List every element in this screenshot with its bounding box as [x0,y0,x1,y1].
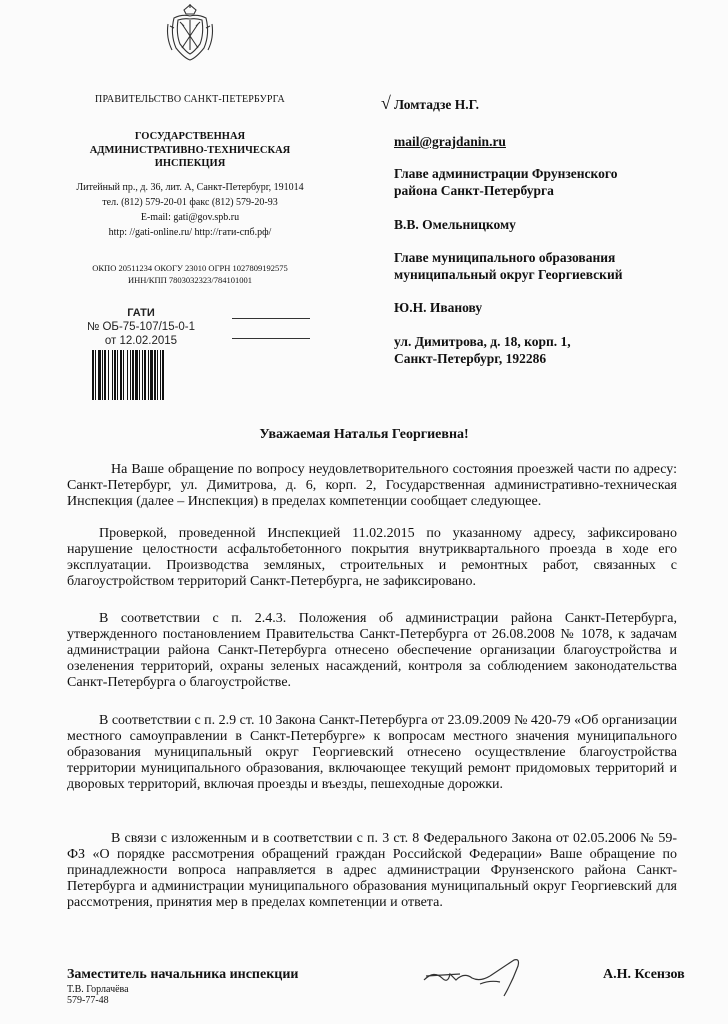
barcode-bar [123,350,124,400]
barcode-bar [154,350,156,400]
org-line: АДМИНИСТРАТИВНО-ТЕХНИЧЕСКАЯ [89,144,291,156]
codes-line: ОКПО 20511234 ОКОГУ 23010 ОГРН 1027809192575 [92,263,288,273]
stamp-date: от 12.02.2015 [104,335,178,347]
recipient-name: В.В. Омельницкому [394,217,516,232]
recipient-name: Ломтадзе Н.Г. [394,97,480,112]
barcode-bar [114,350,116,400]
executor-name: Т.В. Горлачёва [67,984,129,995]
barcode-bar [104,350,106,400]
barcode-bar [135,350,138,400]
barcode-bar [144,350,146,400]
recipient-address-line: ул. Димитрова, д. 18, корп. 1, [394,334,571,349]
body-paragraph [67,526,677,590]
org-line: ИНСПЕКЦИЯ [154,158,226,169]
barcode-bar [142,350,143,400]
salutation: Уважаемая Наталья Георгиевна! [259,427,469,442]
barcode-bar [132,350,134,400]
stamp-org: ГАТИ [127,307,155,319]
signatory-name: А.Н. Ксензов [603,967,685,982]
address-line: Литейный пр., д. 36, лит. А, Санкт-Петербург, 191014 [76,182,304,193]
phone-line: тел. (812) 579-20-01 факс (812) 579-20-93 [102,197,278,208]
barcode-bar [150,350,153,400]
body-paragraph [67,611,677,691]
barcode-bar [162,350,164,400]
blank-line [232,338,310,339]
barcode-bar [160,350,161,400]
recipient-title-line: Главе муниципального образования [394,250,616,265]
executor-phone: 579-77-48 [67,995,109,1006]
barcode-bar [148,350,149,400]
coat-of-arms-emblem [164,4,216,62]
blank-line [232,318,310,319]
organization-name [40,130,340,171]
barcode-bar [120,350,122,400]
sender-address [40,180,340,240]
org-line: ГОСУДАРСТВЕННАЯ [134,131,246,142]
recipient-title [394,165,617,199]
barcode-bar [130,350,131,400]
recipient-title-line: Главе администрации Фрунзенского [394,166,618,181]
handwritten-signature [420,950,560,1005]
registration-codes [40,262,340,286]
codes-line: ИНН/КПП 7803032323/784101001 [128,275,252,285]
executor-info [67,984,129,1006]
barcode-bar [157,350,158,400]
barcode-bar [139,350,140,400]
barcode-bar [92,350,94,400]
barcode-bar [127,350,128,400]
recipient-title-line: района Санкт-Петербурга [394,183,554,198]
email-line: E-mail: gati@gov.spb.ru [140,212,240,223]
barcode-bar [102,350,103,400]
paragraph-text: На Ваше обращение по вопросу неудовлетворительного состояния проезжей части по адресу: Санкт-Петербург, ул. Димитрова, д. 6, корп. 2, Государственная административно-техническая Инспекция (далее – Инспекция) в пределах компетенции сообщает следующее. [67,462,677,509]
paragraph-text: В соответствии с п. 2.4.3. Положения об администрации района Санкт-Петербурга, утвержденного постановлением Правительства Санкт-Петербурга от 26.08.2008 № 1078, к задачам администрации района Санкт-Петербурга отнесено обеспечение организации благоустройства и озеленения территорий, охраны зеленых насаждений, контроля за соблюдением законодательства Санкт-Петербурга о благоустройстве. [67,611,677,690]
body-paragraph [67,713,677,793]
recipient-email: mail@grajdanin.ru [394,134,506,149]
body-paragraph [67,831,677,911]
recipient-address-line: Санкт-Петербург, 192286 [394,351,547,366]
recipient-address [394,333,571,367]
paragraph-text: Проверкой, проведенной Инспекцией 11.02.2015 по указанному адресу, зафиксировано нарушение целостности асфальтобетонного покрытия внутриквартального проезда в ходе его эксплуатации. Производства земляных, строительных и ремонтных работ, связанных с благоустройством территорий Санкт-Петербурга, не зафиксировано. [67,526,677,589]
stamp-number: № ОБ-75-107/15-0-1 [86,321,196,333]
registration-stamp [66,307,216,348]
barcode-bar [117,350,118,400]
paragraph-text: В соответствии с п. 2.9 ст. 10 Закона Санкт-Петербурга от 23.09.2009 № 420-79 «Об организации местного самоуправлении в Санкт-Петербурге» к вопросам местного значения муниципального образования муниципальный округ Георгиевский отнесено осуществление благоустройства территории муниципального образования, включающее текущий ремонт придомовых территорий и дворовых территорий, включая проезды и въезды, пешеходные дорожки. [67,713,677,792]
website-line: http: //gati-online.ru/ http://гати-спб.рф/ [108,227,272,238]
barcode-bar [108,350,109,400]
recipient-title-line: муниципальный округ Георгиевский [394,267,623,282]
recipient-title [394,249,623,283]
paragraph-text: В связи с изложенным и в соответствии с п. 3 ст. 8 Федерального Закона от 02.05.2006 № 59-ФЗ «О порядке рассмотрения обращений граждан Российской Федерации» Ваше обращение по принадлежности вопроса направляется в адрес администрации Фрунзенского района Санкт-Петербурга и администрации муниципального образования муниципальный округ Георгиевский для рассмотрения, принятия мер в пределах компетенции и ответа. [67,831,677,910]
recipient-name: Ю.Н. Иванову [394,300,483,315]
barcode-bar [95,350,96,400]
government-name: ПРАВИТЕЛЬСТВО САНКТ-ПЕТЕРБУРГА [95,94,285,105]
barcode-bar [98,350,101,400]
barcode-bar [112,350,113,400]
signatory-position: Заместитель начальника инспекции [67,967,299,982]
check-mark-icon: √ [381,93,391,113]
barcode [92,350,192,405]
body-paragraph [67,462,677,510]
